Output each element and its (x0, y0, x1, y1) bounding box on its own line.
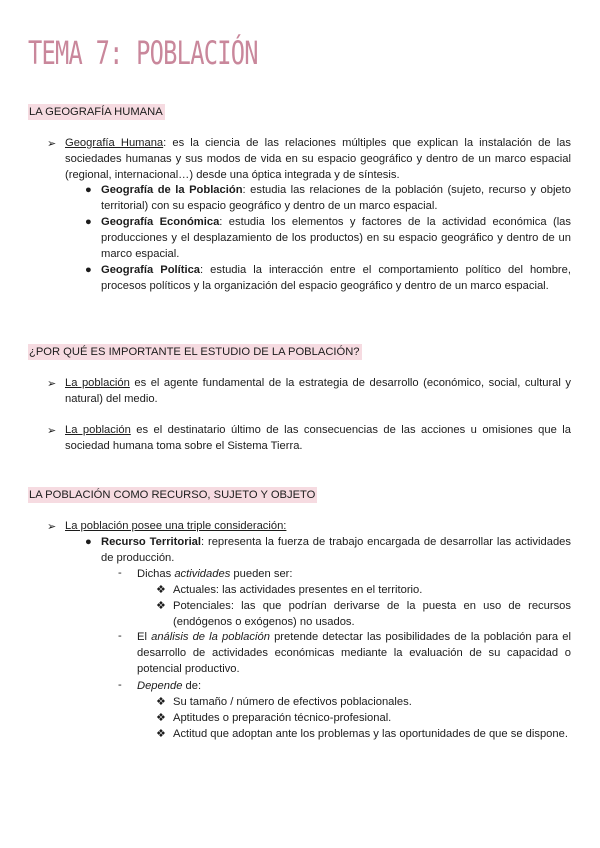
geografia-humana-definition: Geografía Humana: es la ciencia de las relaciones múltiples que explican la instalación de las sociedades humanas y sus modos de vida en su espacio geográfico y dentro de un marco espacial (regional, internacional…) desde una óptica integrada y de síntesis. (65, 137, 571, 181)
depende-line: Depende de: (137, 680, 202, 692)
diamond-bullet-icon: ❖ (156, 600, 167, 612)
dash-bullet-icon: - (118, 679, 122, 691)
geografia-poblacion-item: Geografía de la Población: estudia las relaciones de la población (sujeto, recurso y objeto territorial) con su espacio geográfico y dentro de un marco espacial. (101, 184, 571, 212)
round-bullet-icon: ● (85, 216, 92, 228)
triple-consideracion-intro: La población posee una triple consideración: (65, 520, 287, 532)
round-bullet-icon: ● (85, 264, 92, 276)
section-heading-geografia-humana: LA GEOGRAFÍA HUMANA (29, 106, 163, 118)
recurso-territorial-item: Recurso Territorial: representa la fuerza de trabajo encargada de desarrollar las actividades de producción. (101, 536, 571, 564)
dichas-actividades-line: Dichas actividades pueden ser: (137, 568, 293, 580)
dash-bullet-icon: - (118, 630, 122, 642)
arrow-bullet-icon: ➢ (47, 425, 57, 437)
factor-aptitudes-item: Aptitudes o preparación técnico-profesional. (173, 712, 392, 724)
arrow-bullet-icon: ➢ (47, 521, 57, 533)
actividades-actuales-item: Actuales: las actividades presentes en el territorio. (173, 584, 423, 596)
analisis-poblacion-item: El análisis de la población pretende detectar las posibilidades de la población para el desarrollo de actividades económicas mediante la evaluación de su capacidad o potencial productivo. (137, 631, 571, 675)
poblacion-destinatario-item: La población es el destinatario último de las consecuencias de las acciones u omisiones que la sociedad humana toma sobre el Sistema Tierra. (65, 424, 571, 452)
geografia-economica-item: Geografía Económica: estudia los elementos y factores de la actividad económica (las producciones y el desplazamiento de los productos) en su espacio geográfico y dentro de un marco espacial. (101, 216, 571, 260)
diamond-bullet-icon: ❖ (156, 712, 167, 724)
geografia-politica-item: Geografía Política: estudia la interacción entre el comportamiento político del hombre, procesos políticos y la organización del espacio geográfico y dentro de un marco espacial. (101, 264, 571, 292)
arrow-bullet-icon: ➢ (47, 138, 57, 150)
actividades-potenciales-item: Potenciales: las que podrían derivarse de la puesta en uso de recursos (endógenos o exógenos) no usados. (173, 600, 571, 628)
section-heading-importancia: ¿POR QUÉ ES IMPORTANTE EL ESTUDIO DE LA POBLACIÓN? (29, 346, 360, 358)
factor-actitud-item: Actitud que adoptan ante los problemas y las oportunidades de que se dispone. (173, 728, 568, 740)
factor-tamano-item: Su tamaño / número de efectivos poblacionales. (173, 696, 412, 708)
diamond-bullet-icon: ❖ (156, 696, 167, 708)
section-heading-recurso-sujeto-objeto: LA POBLACIÓN COMO RECURSO, SUJETO Y OBJETO (29, 489, 316, 501)
diamond-bullet-icon: ❖ (156, 728, 167, 740)
page-title: TEMA 7: POBLACIÓN (28, 34, 258, 72)
poblacion-agente-item: La población es el agente fundamental de la estrategia de desarrollo (económico, social, cultural y natural) del medio. (65, 377, 571, 405)
arrow-bullet-icon: ➢ (47, 378, 57, 390)
round-bullet-icon: ● (85, 184, 92, 196)
round-bullet-icon: ● (85, 536, 92, 548)
dash-bullet-icon: - (118, 567, 122, 579)
diamond-bullet-icon: ❖ (156, 584, 167, 596)
